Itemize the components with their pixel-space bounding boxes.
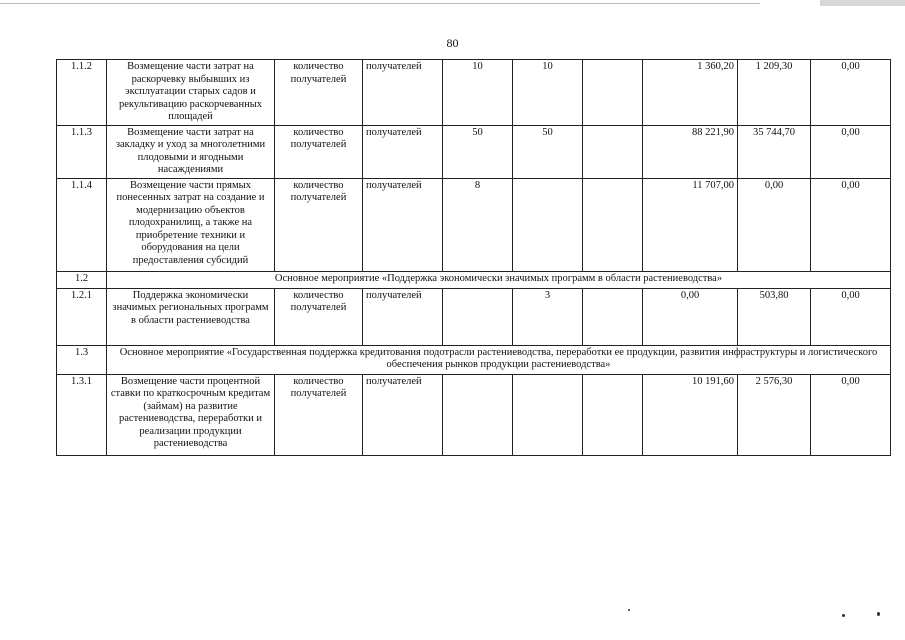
- funding-3: 0,00: [811, 288, 891, 345]
- section-title: Основное мероприятие «Поддержка экономически значимых программ в области растениеводства»: [107, 271, 891, 288]
- funding-2: 35 744,70: [738, 125, 811, 178]
- funding-2: 1 209,30: [738, 60, 811, 126]
- section-title: Основное мероприятие «Государственная поддержка кредитования подотрасли растениеводства, переработки ее продукции, развития инфраструктуры и логистического обеспечения рынков продукции растениеводства»: [107, 345, 891, 374]
- funding-3: 0,00: [811, 60, 891, 126]
- funding-1: 11 707,00: [643, 178, 738, 271]
- funding-1: 0,00: [643, 288, 738, 345]
- scan-top-line: [0, 3, 760, 4]
- funding-2: 503,80: [738, 288, 811, 345]
- funding-3: 0,00: [811, 125, 891, 178]
- indicator-value-2: [513, 374, 583, 455]
- funding-2: 2 576,30: [738, 374, 811, 455]
- indicator-value-3: [583, 288, 643, 345]
- table-row: [57, 178, 891, 271]
- measure-name: Возмещение части прямых понесенных затрат на создание и модернизацию объектов плодохранилищ, а также на приобретение техники и оборудования на цели предоставления субсидий: [107, 178, 275, 271]
- table-row: [57, 288, 891, 345]
- indicator-value-3: [583, 178, 643, 271]
- indicator-value-2: 50: [513, 125, 583, 178]
- indicator-value-1: [443, 374, 513, 455]
- measure-name: Возмещение части процентной ставки по краткосрочным кредитам (займам) на развитие растениеводства, переработки и реализации продукции растениеводства: [107, 374, 275, 455]
- indicator-unit: получателей: [363, 374, 443, 455]
- indicator-value-3: [583, 374, 643, 455]
- indicator-name: количество получателей: [275, 374, 363, 455]
- indicator-name: количество получателей: [275, 125, 363, 178]
- indicator-value-1: [443, 288, 513, 345]
- funding-1: 88 221,90: [643, 125, 738, 178]
- indicator-unit: получателей: [363, 125, 443, 178]
- section-row: [57, 345, 891, 374]
- funding-2: 0,00: [738, 178, 811, 271]
- scan-top-mark: [820, 0, 905, 6]
- funding-1: 1 360,20: [643, 60, 738, 126]
- indicator-value-3: [583, 60, 643, 126]
- indicator-value-1: 8: [443, 178, 513, 271]
- measure-name: Возмещение части затрат на раскорчевку выбывших из эксплуатации старых садов и рекультивацию раскорчеванных площадей: [107, 60, 275, 126]
- indicator-value-2: [513, 178, 583, 271]
- indicator-name: количество получателей: [275, 60, 363, 126]
- indicator-value-1: 50: [443, 125, 513, 178]
- indicator-unit: получателей: [363, 60, 443, 126]
- table-row: [57, 374, 891, 455]
- indicator-unit: получателей: [363, 178, 443, 271]
- indicator-value-3: [583, 125, 643, 178]
- row-number: 1.3: [57, 345, 107, 374]
- table-row: [57, 60, 891, 126]
- indicator-name: количество получателей: [275, 178, 363, 271]
- row-number: 1.1.4: [57, 178, 107, 271]
- table-row: [57, 125, 891, 178]
- measure-name: Возмещение части затрат на закладку и уход за многолетними плодовыми и ягодными насаждениями: [107, 125, 275, 178]
- row-number: 1.3.1: [57, 374, 107, 455]
- indicator-value-2: 3: [513, 288, 583, 345]
- funding-1: 10 191,60: [643, 374, 738, 455]
- measure-name: Поддержка экономически значимых региональных программ в области растениеводства: [107, 288, 275, 345]
- indicator-name: количество получателей: [275, 288, 363, 345]
- row-number: 1.1.3: [57, 125, 107, 178]
- indicator-value-1: 10: [443, 60, 513, 126]
- scan-speck: [842, 614, 845, 617]
- row-number: 1.1.2: [57, 60, 107, 126]
- section-row: [57, 271, 891, 288]
- page-number: 80: [446, 36, 459, 50]
- scan-speck: [877, 612, 880, 616]
- funding-3: 0,00: [811, 374, 891, 455]
- indicator-unit: получателей: [363, 288, 443, 345]
- program-table: [56, 59, 891, 456]
- scan-speck: [628, 609, 630, 611]
- row-number: 1.2: [57, 271, 107, 288]
- funding-3: 0,00: [811, 178, 891, 271]
- indicator-value-2: 10: [513, 60, 583, 126]
- row-number: 1.2.1: [57, 288, 107, 345]
